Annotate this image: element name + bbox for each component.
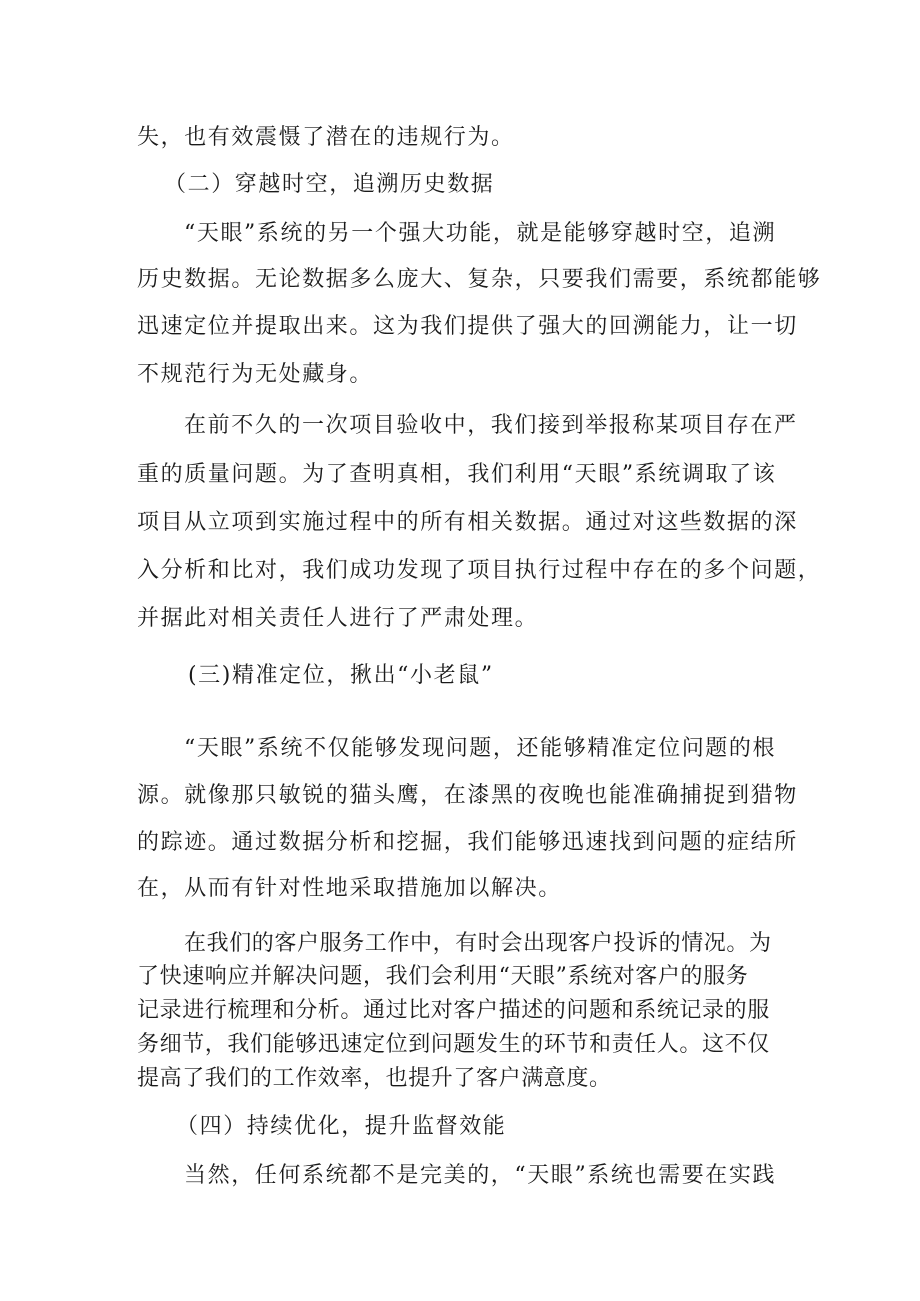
paragraph-line: 迅速定位并提取出来。这为我们提供了强大的回溯能力，让一切	[137, 314, 798, 339]
paragraph-line: “天眼”系统的另一个强大功能，就是能够穿越时空，追溯	[184, 221, 777, 246]
paragraph-line: 并据此对相关责任人进行了严肃处理。	[137, 606, 539, 631]
paragraph-line: 失，也有效震慑了潜在的违规行为。	[137, 125, 515, 150]
section-heading: (三)精准定位，揪出“小老鼠”	[188, 663, 494, 688]
paragraph-line: 记录进行梳理和分析。通过比对客户描述的问题和系统记录的服	[137, 998, 770, 1023]
paragraph-line: 源。就像那只敏锐的猫头鹰，在漆黑的夜晚也能准确捕捉到猎物	[137, 783, 798, 808]
paragraph-line: 项目从立项到实施过程中的所有相关数据。通过对这些数据的深	[137, 510, 798, 535]
paragraph-line: 在前不久的一次项目验收中，我们接到举报称某项目存在严	[184, 413, 798, 438]
paragraph-line: 当然，任何系统都不是完美的，“天眼”系统也需要在实践	[184, 1163, 777, 1188]
paragraph-line: 了快速响应并解决问题，我们会利用“天眼”系统对客户的服务	[137, 964, 749, 989]
paragraph-line: 重的质量问题。为了查明真相，我们利用“天眼”系统调取了该	[137, 462, 777, 487]
paragraph-line: 在，从而有针对性地采取措施加以解决。	[137, 876, 562, 901]
paragraph-line: “天眼”系统不仅能够发现问题，还能够精准定位问题的根	[184, 736, 777, 761]
paragraph-line: 提高了我们的工作效率，也提升了客户满意度。	[137, 1066, 612, 1091]
paragraph-line: 历史数据。无论数据多么庞大、复杂，只要我们需要，系统都能够	[137, 267, 822, 292]
paragraph-line: 的踪迹。通过数据分析和挖掘，我们能够迅速找到问题的症结所	[137, 830, 798, 855]
section-heading: （四）持续优化，提升监督效能	[176, 1114, 507, 1139]
paragraph-line: 务细节，我们能够迅速定位到问题发生的环节和责任人。这不仅	[137, 1032, 770, 1057]
paragraph-line: 入分析和比对，我们成功发现了项目执行过程中存在的多个问题，	[137, 558, 822, 583]
section-heading: （二）穿越时空，追溯历史数据	[164, 172, 495, 197]
paragraph-line: 不规范行为无处藏身。	[137, 362, 374, 387]
paragraph-line: 在我们的客户服务工作中，有时会出现客户投诉的情况。为	[184, 931, 772, 956]
